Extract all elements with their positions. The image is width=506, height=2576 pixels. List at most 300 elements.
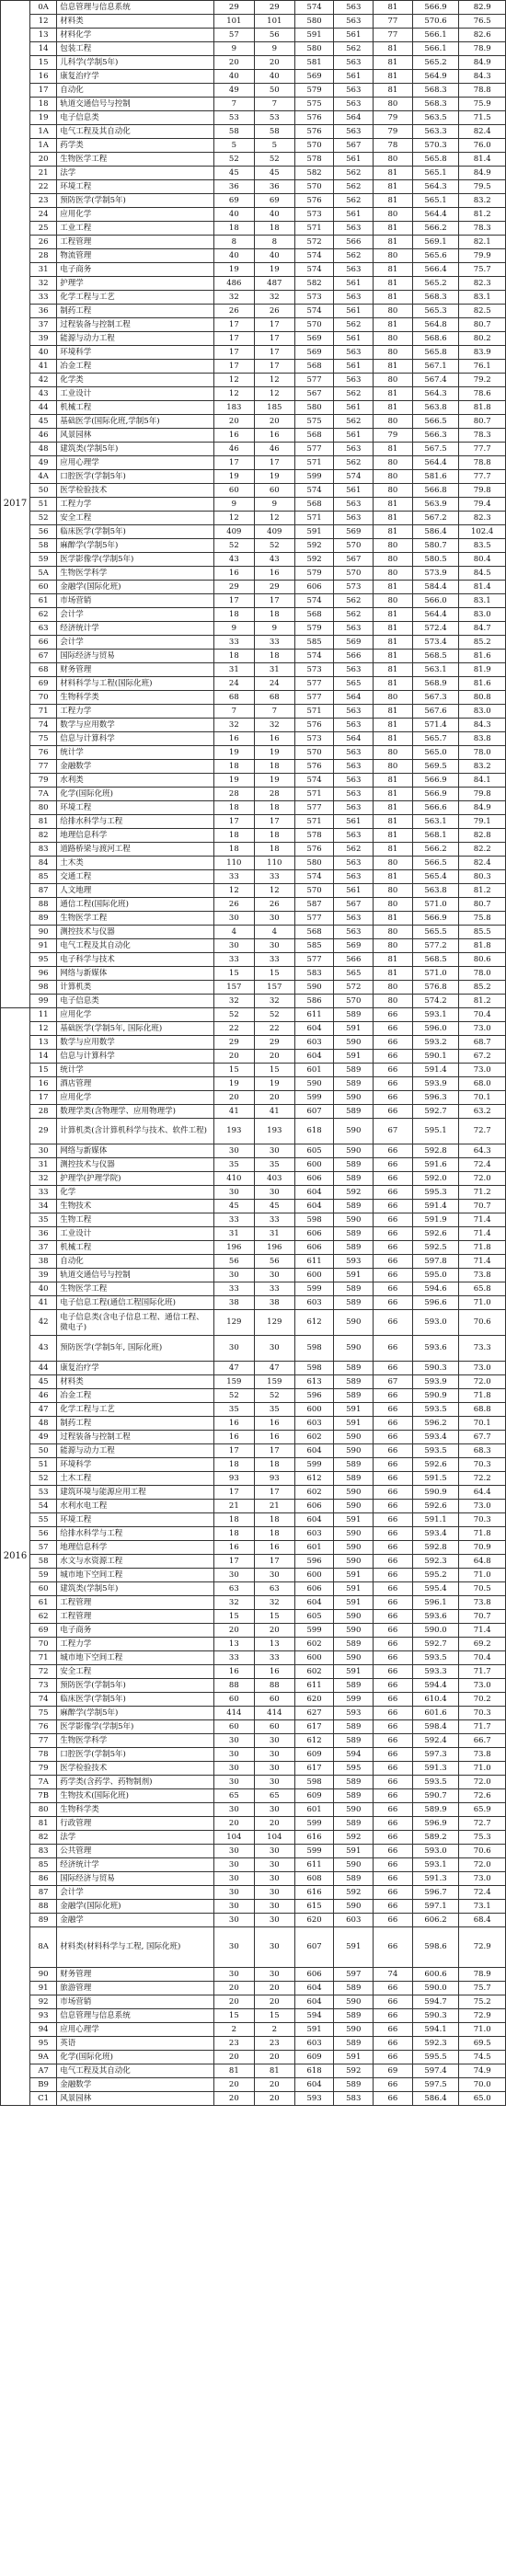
max-score-cell: 577: [294, 912, 334, 926]
major-cell: 生物科学类: [57, 1803, 214, 1817]
table-row: [1, 2023, 506, 2037]
max-score-cell: 606: [294, 581, 334, 594]
max-score-cell: 580: [294, 401, 334, 415]
rank-cell: 81: [374, 443, 413, 456]
plan-cell: 60: [213, 1720, 254, 1734]
avg-score-cell: 601.6: [412, 1707, 459, 1720]
min-score-cell: 561: [334, 305, 374, 318]
rank-cell: 81: [374, 1, 413, 15]
min-score-cell: 561: [334, 815, 374, 829]
min-score-cell: 563: [334, 912, 374, 926]
table-row: [1, 167, 506, 180]
code-cell: 25: [29, 222, 56, 236]
avg-score-cell: 596.2: [412, 1417, 459, 1431]
avg-rank-cell: 80.6: [459, 953, 506, 967]
admit-cell: 58: [254, 125, 294, 139]
major-cell: 土木类: [57, 857, 214, 870]
rank-cell: 66: [374, 1036, 413, 1050]
avg-score-cell: 569.5: [412, 760, 459, 774]
max-score-cell: 579: [294, 84, 334, 98]
avg-score-cell: 563.3: [412, 125, 459, 139]
major-cell: 环境科学: [57, 1458, 214, 1472]
max-score-cell: 591: [294, 29, 334, 42]
plan-cell: 65: [213, 1789, 254, 1803]
rank-cell: 66: [374, 1651, 413, 1665]
avg-rank-cell: 81.8: [459, 939, 506, 953]
min-score-cell: 561: [334, 277, 374, 291]
max-score-cell: 569: [294, 346, 334, 360]
avg-score-cell: 592.8: [412, 1144, 459, 1158]
major-cell: 测控技术与仪器: [57, 926, 214, 939]
major-cell: 口腔医学(学制5年): [57, 470, 214, 484]
major-cell: 材料科学与工程(国际化班): [57, 677, 214, 691]
major-cell: 物流管理: [57, 249, 214, 263]
plan-cell: 17: [213, 1486, 254, 1500]
table-row: [1, 1296, 506, 1310]
rank-cell: 66: [374, 1624, 413, 1638]
plan-cell: 13: [213, 1638, 254, 1651]
plan-cell: 52: [213, 1389, 254, 1403]
plan-cell: 30: [213, 1927, 254, 1968]
table-row: [1, 194, 506, 208]
min-score-cell: 563: [334, 926, 374, 939]
avg-score-cell: 563.9: [412, 498, 459, 512]
max-score-cell: 611: [294, 1008, 334, 1022]
min-score-cell: 589: [334, 1389, 374, 1403]
admit-cell: 17: [254, 594, 294, 608]
max-score-cell: 578: [294, 153, 334, 167]
avg-score-cell: 567.6: [412, 705, 459, 719]
table-row: [1, 967, 506, 981]
admit-cell: 50: [254, 84, 294, 98]
min-score-cell: 564: [334, 732, 374, 746]
min-score-cell: 591: [334, 1845, 374, 1858]
rank-cell: 80: [374, 567, 413, 581]
major-cell: 生物医学工程: [57, 1282, 214, 1296]
avg-score-cell: 590.1: [412, 1050, 459, 1064]
major-cell: 自动化: [57, 1255, 214, 1269]
max-score-cell: 599: [294, 470, 334, 484]
table-row: [1, 953, 506, 967]
max-score-cell: 579: [294, 567, 334, 581]
rank-cell: 66: [374, 1693, 413, 1707]
plan-cell: 183: [213, 401, 254, 415]
avg-score-cell: 566.5: [412, 415, 459, 429]
avg-rank-cell: 73.8: [459, 1748, 506, 1762]
rank-cell: 66: [374, 1776, 413, 1789]
avg-score-cell: 592.6: [412, 1227, 459, 1241]
avg-rank-cell: 70.1: [459, 1417, 506, 1431]
avg-score-cell: 593.3: [412, 1665, 459, 1679]
major-cell: 会计学: [57, 636, 214, 650]
table-row: [1, 222, 506, 236]
table-row: [1, 1995, 506, 2009]
avg-score-cell: 592.7: [412, 1638, 459, 1651]
plan-cell: 63: [213, 1582, 254, 1596]
table-row: [1, 1858, 506, 1872]
plan-cell: 30: [213, 1748, 254, 1762]
rank-cell: 66: [374, 1610, 413, 1624]
plan-cell: 30: [213, 939, 254, 953]
avg-score-cell: 593.2: [412, 1036, 459, 1050]
table-row: [1, 1762, 506, 1776]
code-cell: 61: [29, 1596, 56, 1610]
major-cell: 工业工程: [57, 222, 214, 236]
max-score-cell: 580: [294, 857, 334, 870]
avg-score-cell: 565.3: [412, 305, 459, 318]
rank-cell: 66: [374, 1403, 413, 1417]
max-score-cell: 606: [294, 1172, 334, 1186]
code-cell: 85: [29, 870, 56, 884]
avg-score-cell: 570.6: [412, 15, 459, 29]
plan-cell: 52: [213, 539, 254, 553]
table-row: [1, 801, 506, 815]
rank-cell: 81: [374, 829, 413, 843]
major-cell: 法学: [57, 1831, 214, 1845]
table-row: [1, 1900, 506, 1914]
avg-score-cell: 564.4: [412, 208, 459, 222]
avg-rank-cell: 79.9: [459, 249, 506, 263]
admit-cell: 185: [254, 401, 294, 415]
avg-rank-cell: 84.5: [459, 567, 506, 581]
table-row: [1, 1541, 506, 1555]
table-row: [1, 180, 506, 194]
max-score-cell: 590: [294, 981, 334, 995]
rank-cell: 66: [374, 1527, 413, 1541]
avg-rank-cell: 78.3: [459, 429, 506, 443]
table-row: [1, 1050, 506, 1064]
avg-rank-cell: 63.2: [459, 1105, 506, 1119]
table-row: [1, 1036, 506, 1050]
code-cell: 34: [29, 1200, 56, 1213]
avg-score-cell: 564.4: [412, 608, 459, 622]
max-score-cell: 574: [294, 774, 334, 788]
avg-score-cell: 593.5: [412, 1651, 459, 1665]
rank-cell: 80: [374, 939, 413, 953]
avg-rank-cell: 71.8: [459, 1527, 506, 1541]
avg-rank-cell: 72.6: [459, 1789, 506, 1803]
min-score-cell: 562: [334, 180, 374, 194]
rank-cell: 80: [374, 98, 413, 111]
rank-cell: 81: [374, 843, 413, 857]
max-score-cell: 600: [294, 1158, 334, 1172]
min-score-cell: 562: [334, 318, 374, 332]
max-score-cell: 582: [294, 167, 334, 180]
avg-rank-cell: 68.7: [459, 1036, 506, 1050]
plan-cell: 30: [213, 1858, 254, 1872]
plan-cell: 159: [213, 1375, 254, 1389]
avg-rank-cell: 84.9: [459, 801, 506, 815]
max-score-cell: 573: [294, 663, 334, 677]
min-score-cell: 590: [334, 1486, 374, 1500]
plan-cell: 30: [213, 1803, 254, 1817]
avg-rank-cell: 84.3: [459, 70, 506, 84]
max-score-cell: 605: [294, 1610, 334, 1624]
major-cell: 能源与动力工程: [57, 332, 214, 346]
major-cell: 医学影像学(学制5年): [57, 553, 214, 567]
avg-rank-cell: 65.8: [459, 1282, 506, 1296]
avg-rank-cell: 73.3: [459, 1336, 506, 1362]
avg-score-cell: 568.5: [412, 650, 459, 663]
major-cell: 计算机类(含计算机科学与技术、软件工程): [57, 1119, 214, 1144]
rank-cell: 66: [374, 1269, 413, 1282]
avg-rank-cell: 81.2: [459, 995, 506, 1008]
admit-cell: 19: [254, 470, 294, 484]
avg-rank-cell: 68.4: [459, 1914, 506, 1927]
plan-cell: 30: [213, 1144, 254, 1158]
plan-cell: 16: [213, 567, 254, 581]
major-cell: 儿科学(学制5年): [57, 56, 214, 70]
rank-cell: 67: [374, 1375, 413, 1389]
admit-cell: 16: [254, 429, 294, 443]
code-cell: 63: [29, 622, 56, 636]
code-cell: 48: [29, 1417, 56, 1431]
major-cell: 工程管理: [57, 1596, 214, 1610]
major-cell: 旅游管理: [57, 1982, 214, 1995]
avg-rank-cell: 73.8: [459, 1269, 506, 1282]
min-score-cell: 589: [334, 1982, 374, 1995]
min-score-cell: 603: [334, 1914, 374, 1927]
min-score-cell: 592: [334, 1886, 374, 1900]
avg-rank-cell: 73.0: [459, 1872, 506, 1886]
admit-cell: 18: [254, 829, 294, 843]
major-cell: 通信工程(国际化班): [57, 898, 214, 912]
avg-score-cell: 568.3: [412, 291, 459, 305]
rank-cell: 66: [374, 1555, 413, 1569]
major-cell: 材料化学: [57, 29, 214, 42]
major-cell: 基础医学(国际化班,学制5年): [57, 415, 214, 429]
rank-cell: 81: [374, 581, 413, 594]
max-score-cell: 599: [294, 1458, 334, 1472]
avg-rank-cell: 76.5: [459, 15, 506, 29]
major-cell: 轨道交通信号与控制: [57, 98, 214, 111]
major-cell: 自动化: [57, 84, 214, 98]
min-score-cell: 562: [334, 415, 374, 429]
min-score-cell: 592: [334, 2064, 374, 2078]
plan-cell: 53: [213, 111, 254, 125]
avg-rank-cell: 84.9: [459, 167, 506, 180]
admit-cell: 17: [254, 456, 294, 470]
plan-cell: 18: [213, 1527, 254, 1541]
max-score-cell: 573: [294, 208, 334, 222]
max-score-cell: 571: [294, 815, 334, 829]
max-score-cell: 600: [294, 1569, 334, 1582]
min-score-cell: 563: [334, 374, 374, 387]
admit-cell: 12: [254, 884, 294, 898]
rank-cell: 81: [374, 622, 413, 636]
avg-rank-cell: 78.0: [459, 746, 506, 760]
avg-score-cell: 565.4: [412, 870, 459, 884]
avg-rank-cell: 79.8: [459, 484, 506, 498]
code-cell: 51: [29, 498, 56, 512]
admit-cell: 17: [254, 332, 294, 346]
code-cell: 36: [29, 305, 56, 318]
plan-cell: 35: [213, 1158, 254, 1172]
code-cell: 30: [29, 1144, 56, 1158]
avg-score-cell: 565.2: [412, 56, 459, 70]
code-cell: 35: [29, 1213, 56, 1227]
code-cell: 68: [29, 663, 56, 677]
code-cell: 4A: [29, 470, 56, 484]
avg-score-cell: 571.0: [412, 967, 459, 981]
plan-cell: 101: [213, 15, 254, 29]
min-score-cell: 563: [334, 263, 374, 277]
max-score-cell: 568: [294, 429, 334, 443]
max-score-cell: 569: [294, 332, 334, 346]
max-score-cell: 596: [294, 1555, 334, 1569]
code-cell: 56: [29, 525, 56, 539]
rank-cell: 66: [374, 1172, 413, 1186]
code-cell: 79: [29, 1762, 56, 1776]
avg-rank-cell: 70.2: [459, 1693, 506, 1707]
plan-cell: 20: [213, 1624, 254, 1638]
table-row: [1, 636, 506, 650]
admit-cell: 18: [254, 1513, 294, 1527]
rank-cell: 80: [374, 374, 413, 387]
admit-cell: 12: [254, 387, 294, 401]
plan-cell: 33: [213, 636, 254, 650]
major-cell: 电子科学与技术: [57, 953, 214, 967]
major-cell: 药学类(含药学、药物制剂): [57, 1776, 214, 1789]
avg-score-cell: 590.7: [412, 1789, 459, 1803]
code-cell: 33: [29, 1186, 56, 1200]
max-score-cell: 568: [294, 498, 334, 512]
table-row: [1, 111, 506, 125]
avg-score-cell: 595.4: [412, 1582, 459, 1596]
code-cell: 78: [29, 1748, 56, 1762]
min-score-cell: 563: [334, 746, 374, 760]
rank-cell: 80: [374, 456, 413, 470]
admit-cell: 409: [254, 525, 294, 539]
table-row: [1, 567, 506, 581]
max-score-cell: 601: [294, 1803, 334, 1817]
rank-cell: 80: [374, 539, 413, 553]
avg-score-cell: 566.1: [412, 29, 459, 42]
plan-cell: 19: [213, 1077, 254, 1091]
avg-rank-cell: 83.1: [459, 291, 506, 305]
code-cell: 67: [29, 650, 56, 663]
avg-score-cell: 600.6: [412, 1968, 459, 1982]
rank-cell: 66: [374, 1665, 413, 1679]
avg-rank-cell: 66.7: [459, 1734, 506, 1748]
avg-score-cell: 596.9: [412, 1817, 459, 1831]
admit-cell: 7: [254, 98, 294, 111]
max-score-cell: 604: [294, 1444, 334, 1458]
plan-cell: 16: [213, 1431, 254, 1444]
plan-cell: 32: [213, 291, 254, 305]
major-cell: 生物技术(国际化班): [57, 1789, 214, 1803]
admit-cell: 20: [254, 415, 294, 429]
rank-cell: 80: [374, 691, 413, 705]
avg-score-cell: 566.6: [412, 801, 459, 815]
rank-cell: 81: [374, 636, 413, 650]
avg-score-cell: 564.3: [412, 387, 459, 401]
rank-cell: 66: [374, 1091, 413, 1105]
avg-rank-cell: 83.2: [459, 194, 506, 208]
table-row: [1, 1077, 506, 1091]
avg-rank-cell: 83.5: [459, 539, 506, 553]
major-cell: 网络与新媒体: [57, 1144, 214, 1158]
admit-cell: 20: [254, 1982, 294, 1995]
rank-cell: 66: [374, 1927, 413, 1968]
table-row: [1, 650, 506, 663]
admit-cell: 16: [254, 732, 294, 746]
code-cell: 28: [29, 249, 56, 263]
min-score-cell: 563: [334, 56, 374, 70]
admit-cell: 29: [254, 1, 294, 15]
avg-rank-cell: 83.1: [459, 594, 506, 608]
table-row: [1, 1693, 506, 1707]
min-score-cell: 569: [334, 939, 374, 953]
avg-score-cell: 568.9: [412, 677, 459, 691]
min-score-cell: 563: [334, 663, 374, 677]
code-cell: 91: [29, 939, 56, 953]
min-score-cell: 563: [334, 346, 374, 360]
plan-cell: 30: [213, 1569, 254, 1582]
plan-cell: 2: [213, 2023, 254, 2037]
table-row: [1, 870, 506, 884]
table-row: [1, 98, 506, 111]
table-row: [1, 387, 506, 401]
avg-rank-cell: 76.1: [459, 360, 506, 374]
avg-rank-cell: 73.0: [459, 1362, 506, 1375]
plan-cell: 17: [213, 456, 254, 470]
code-cell: 58: [29, 1555, 56, 1569]
avg-score-cell: 591.4: [412, 1064, 459, 1077]
avg-score-cell: 568.6: [412, 332, 459, 346]
table-row: [1, 553, 506, 567]
table-row: [1, 1803, 506, 1817]
rank-cell: 81: [374, 870, 413, 884]
max-score-cell: 601: [294, 1064, 334, 1077]
min-score-cell: 561: [334, 401, 374, 415]
max-score-cell: 598: [294, 1776, 334, 1789]
major-cell: 环境工程: [57, 801, 214, 815]
code-cell: 66: [29, 636, 56, 650]
admit-cell: 93: [254, 1472, 294, 1486]
min-score-cell: 574: [334, 470, 374, 484]
max-score-cell: 606: [294, 1500, 334, 1513]
avg-rank-cell: 78.8: [459, 84, 506, 98]
avg-score-cell: 566.5: [412, 857, 459, 870]
avg-rank-cell: 71.0: [459, 1569, 506, 1582]
avg-rank-cell: 79.4: [459, 498, 506, 512]
code-cell: 43: [29, 1336, 56, 1362]
table-row: [1, 1500, 506, 1513]
table-row: [1, 1119, 506, 1144]
rank-cell: 81: [374, 263, 413, 277]
major-cell: 麻醉学(学制5年): [57, 539, 214, 553]
min-score-cell: 590: [334, 1036, 374, 1050]
min-score-cell: 564: [334, 111, 374, 125]
rank-cell: 66: [374, 1389, 413, 1403]
table-row: [1, 2009, 506, 2023]
code-cell: 74: [29, 1693, 56, 1707]
min-score-cell: 591: [334, 1927, 374, 1968]
avg-rank-cell: 71.0: [459, 1762, 506, 1776]
min-score-cell: 566: [334, 953, 374, 967]
major-cell: 国际经济与贸易: [57, 650, 214, 663]
plan-cell: 20: [213, 2078, 254, 2092]
max-score-cell: 603: [294, 1296, 334, 1310]
avg-score-cell: 593.5: [412, 1776, 459, 1789]
max-score-cell: 604: [294, 1596, 334, 1610]
admit-cell: 22: [254, 1022, 294, 1036]
admit-cell: 30: [254, 1886, 294, 1900]
code-cell: 81: [29, 815, 56, 829]
plan-cell: 4: [213, 926, 254, 939]
plan-cell: 93: [213, 1472, 254, 1486]
